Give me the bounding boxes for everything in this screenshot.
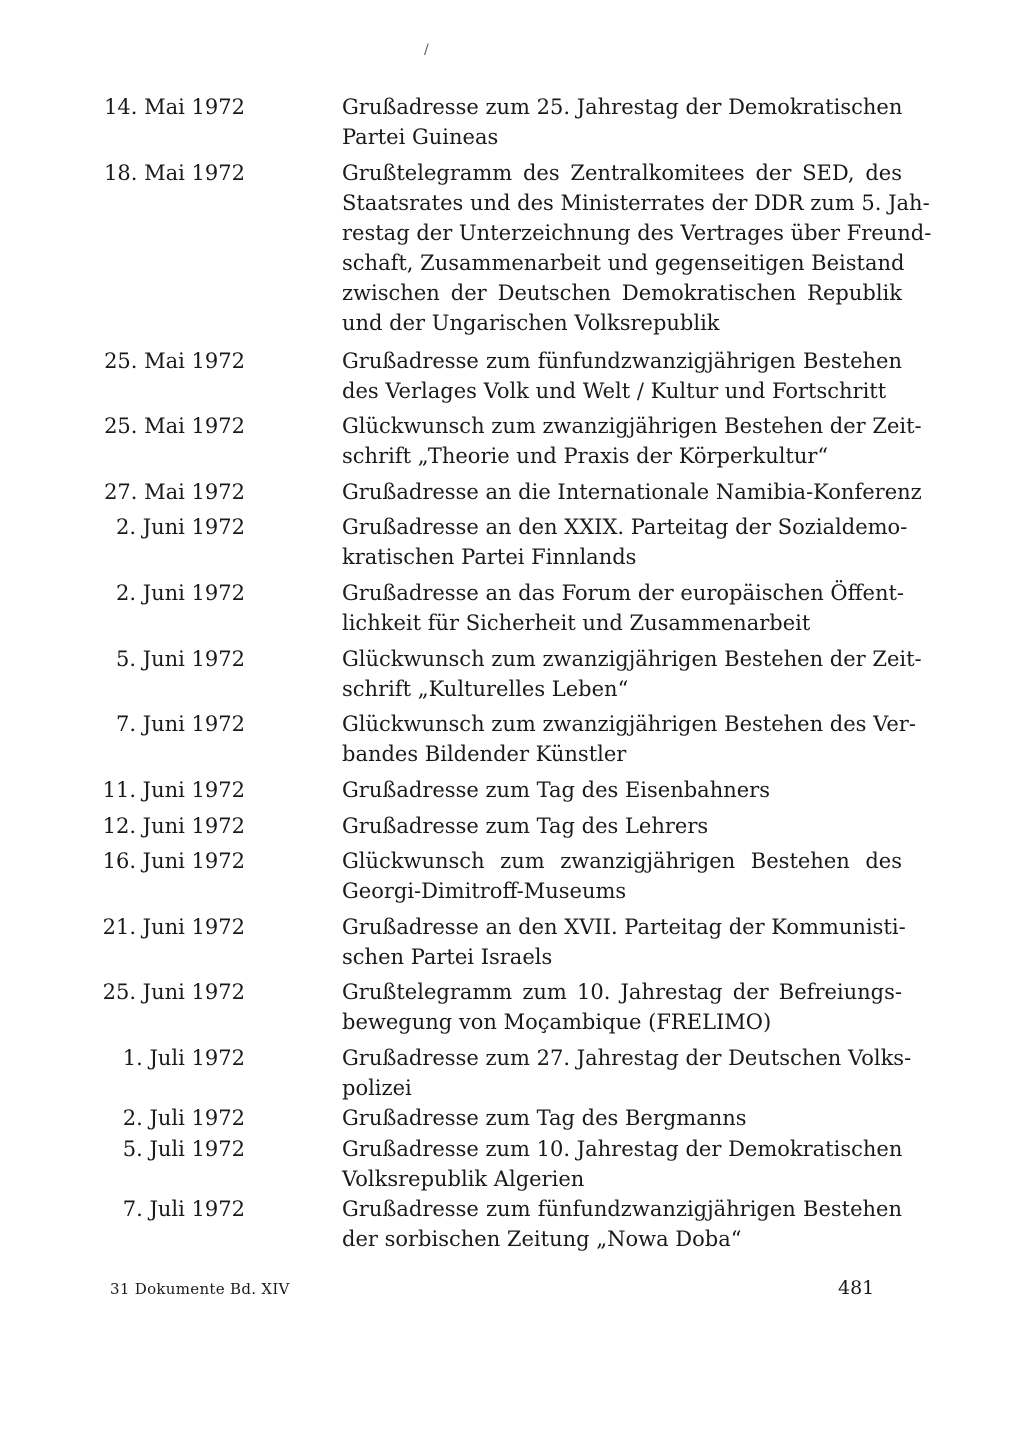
entry-date: 5. Juni 1972: [115, 647, 245, 671]
entry-date: 16. Juni 1972: [102, 849, 245, 873]
entry-date: 27. Mai 1972: [104, 480, 245, 504]
entry-date: 2. Juni 1972: [115, 515, 245, 539]
entry-date: 14. Mai 1972: [104, 95, 245, 119]
entry-date: 18. Mai 1972: [104, 161, 245, 185]
entry-description: [342, 811, 902, 841]
entry-description: [342, 346, 902, 406]
description-line: kratischen Partei Finnlands: [342, 545, 637, 569]
entry-description: [342, 709, 916, 769]
description-line: Grußadresse an das Forum der europäischen Öffent-: [342, 581, 905, 605]
description-line: Grußtelegramm zum 10. Jahrestag der Befreiungs-: [342, 980, 902, 1004]
description-line: Grußadresse an den XVII. Parteitag der Kommunisti-: [342, 915, 906, 939]
page-number: 481: [838, 1277, 875, 1299]
entry-description: [342, 775, 902, 805]
entry-date: 7. Juli 1972: [122, 1197, 245, 1221]
entry-date: 25. Mai 1972: [104, 414, 245, 438]
description-line: Grußadresse zum fünfundzwanzigjährigen Bestehen: [342, 349, 902, 373]
description-line: Grußadresse zum Tag des Lehrers: [342, 814, 709, 838]
description-line: Glückwunsch zum zwanzigjährigen Bestehen des: [342, 849, 902, 873]
description-line: der sorbischen Zeitung „Nowa Doba“: [342, 1227, 742, 1251]
description-line: Glückwunsch zum zwanzigjährigen Bestehen der Zeit-: [342, 414, 922, 438]
description-line: schen Partei Israels: [342, 945, 553, 969]
description-line: bandes Bildender Künstler: [342, 742, 627, 766]
entry-description: [342, 512, 908, 572]
description-line: lichkeit für Sicherheit und Zusammenarbeit: [342, 611, 811, 635]
entry-date: 25. Mai 1972: [104, 349, 245, 373]
description-line: zwischen der Deutschen Demokratischen Republik: [342, 281, 902, 305]
description-line: Grußadresse zum Tag des Bergmanns: [342, 1106, 747, 1130]
description-line: schrift „Kulturelles Leben“: [342, 677, 629, 701]
description-line: Grußadresse zum fünfundzwanzigjährigen Bestehen: [342, 1197, 902, 1221]
entry-description: [342, 912, 906, 972]
description-line: Volksrepublik Algerien: [342, 1167, 585, 1191]
description-line: Grußadresse zum 27. Jahrestag der Deutschen Volks-: [342, 1046, 912, 1070]
entry-description: [342, 1103, 902, 1133]
description-line: Grußtelegramm des Zentralkomitees der SED, des: [342, 161, 902, 185]
entry-description: [342, 977, 902, 1037]
description-line: bewegung von Moçambique (FRELIMO): [342, 1010, 772, 1034]
entry-date: 5. Juli 1972: [122, 1137, 245, 1161]
entry-date: 25. Juni 1972: [102, 980, 245, 1004]
entry-date: 11. Juni 1972: [102, 778, 245, 802]
entry-date: 7. Juni 1972: [115, 712, 245, 736]
entry-date: 12. Juni 1972: [102, 814, 245, 838]
entry-date: 1. Juli 1972: [122, 1046, 245, 1070]
entry-description: [342, 477, 922, 507]
description-line: Grußadresse zum 10. Jahrestag der Demokratischen: [342, 1137, 903, 1161]
description-line: restag der Unterzeichnung des Vertrages über Freund-: [342, 221, 932, 245]
description-line: polizei: [342, 1076, 412, 1100]
description-line: und der Ungarischen Volksrepublik: [342, 311, 720, 335]
description-line: Grußadresse zum 25. Jahrestag der Demokratischen: [342, 95, 903, 119]
description-line: Grußadresse zum Tag des Eisenbahners: [342, 778, 770, 802]
description-line: des Verlages Volk und Welt / Kultur und Fortschritt: [342, 379, 887, 403]
description-line: Georgi-Dimitroff-Museums: [342, 879, 627, 903]
entry-description: [342, 92, 902, 152]
description-line: Partei Guineas: [342, 125, 499, 149]
entry-description: [342, 411, 922, 471]
entry-description: [342, 1194, 902, 1254]
description-line: Grußadresse an den XXIX. Parteitag der Sozialdemo-: [342, 515, 908, 539]
entry-description: [342, 846, 902, 906]
entry-date: 21. Juni 1972: [102, 915, 245, 939]
entry-description: [342, 578, 905, 638]
description-line: Staatsrates und des Ministerrates der DDR zum 5. Jah-: [342, 191, 930, 215]
signature-mark: 31 Dokumente Bd. XIV: [110, 1280, 290, 1298]
description-line: Glückwunsch zum zwanzigjährigen Bestehen des Ver-: [342, 712, 916, 736]
description-line: Grußadresse an die Internationale Namibia-Konferenz: [342, 480, 922, 504]
entry-description: [342, 1043, 912, 1103]
entry-date: 2. Juni 1972: [115, 581, 245, 605]
entry-description: [342, 1134, 902, 1194]
description-line: Glückwunsch zum zwanzigjährigen Bestehen der Zeit-: [342, 647, 922, 671]
description-line: schaft, Zusammenarbeit und gegenseitigen Beistand: [342, 251, 905, 275]
entry-description: [342, 644, 922, 704]
scan-mark: /: [424, 42, 429, 58]
entry-description: [342, 158, 932, 338]
description-line: schrift „Theorie und Praxis der Körperkultur“: [342, 444, 829, 468]
entry-date: 2. Juli 1972: [122, 1106, 245, 1130]
